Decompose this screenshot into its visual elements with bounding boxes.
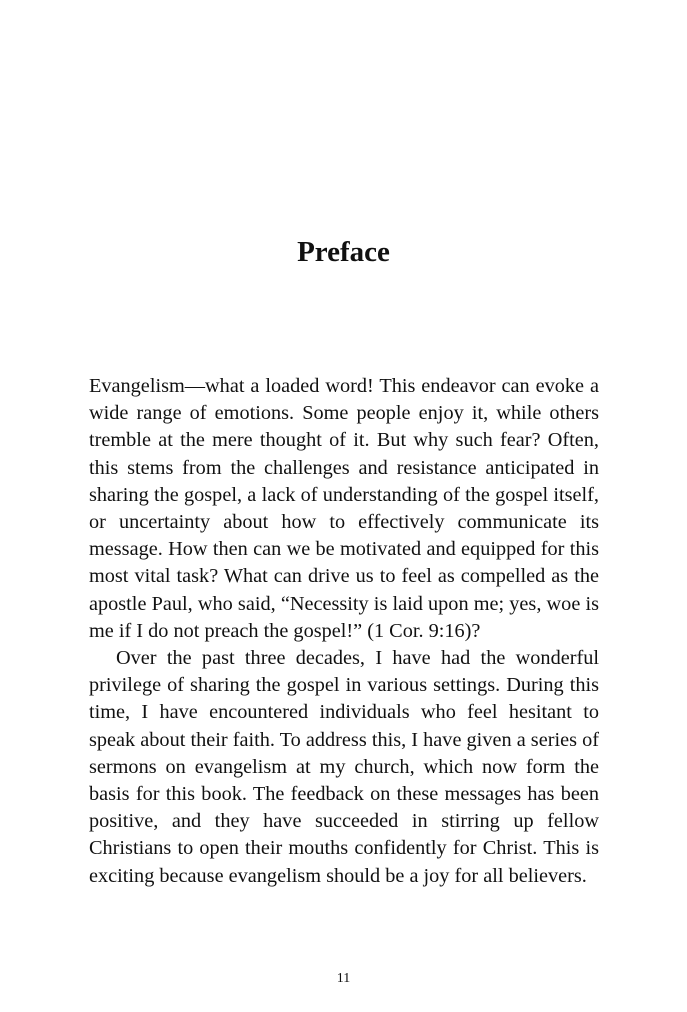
page-number: 11 bbox=[336, 971, 351, 986]
paragraph: Evangelism—what a loaded word! This endeavor can evoke a wide range of emotions. Some people enjoy it, while others tremble at the mere thought of it. But why such fear? Often, this stems from the challenges and resistance anticipated in sharing the gospel, a lack of understanding of the gospel itself, or uncertainty about how to effectively communicate its message. How then can we be motivated and equipped for this most vital task? What can drive us to feel as compelled as the apostle Paul, who said, “Necessity is laid upon me; yes, woe is me if I do not preach the gospel!” (1 Cor. 9:16)? bbox=[89, 375, 599, 642]
paragraph: Over the past three decades, I have had the wonderful privilege of sharing the gospel in various settings. During this time, I have encountered individuals who feel hesitant to speak about their faith. To address this, I have given a series of sermons on evangelism at my church, which now form the basis for this book. The feedback on these messages has been positive, and they have succeeded in stirring up fellow Christians to open their mouths confidently for Christ. This is exciting because evangelism should be a joy for all believers. bbox=[89, 647, 599, 887]
chapter-title: Preface bbox=[297, 236, 390, 268]
body-text bbox=[89, 373, 599, 890]
